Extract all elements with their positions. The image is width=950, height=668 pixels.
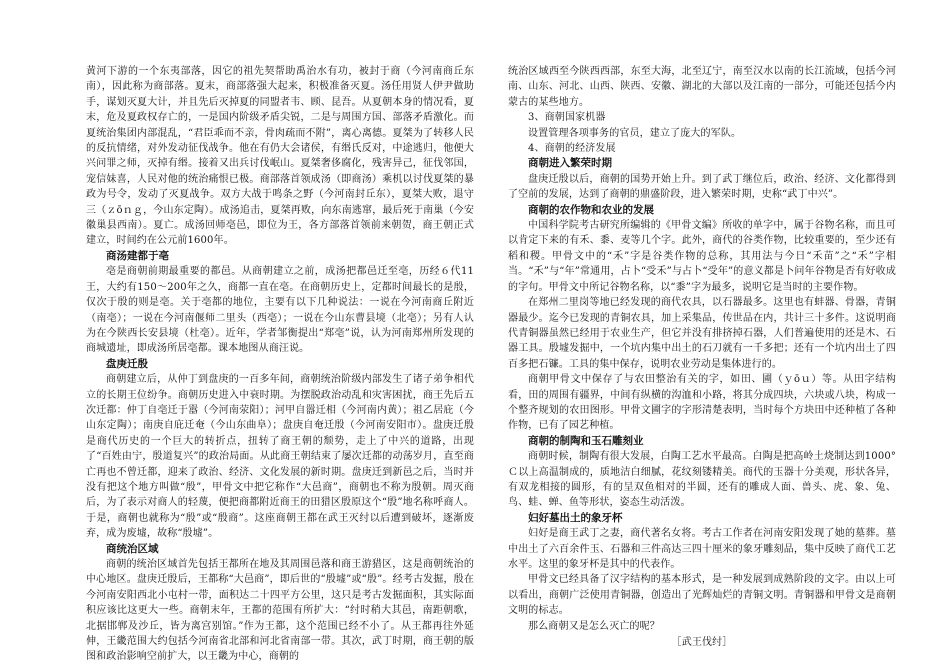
paragraph-shang-destroys-xia: 黄河下游的一个东夷部落，因它的祖先契帮助禹治水有功，被封于商（今河南商丘东南），因此称为商部落。夏末，商部落强大起来，积极准备灭夏。汤任用贤人伊尹做助手，谋划灭夏大计，并且先后灭掉夏的同盟者韦、顾、昆吾。从夏朝本身的情况看，夏末，危及夏政权存亡的，一是国内阶级矛盾尖锐，二是与周围方国、部落矛盾激化。而夏统治集团内部混乱，“君臣乖而不亲，骨肉疏而不附”，离心离德。夏桀为了转移人民的反抗情绪，对外发动征伐战争。他在有仍大会诸侯，有缗氏反对，中途逃归，他便大兴问罪之师，灭掉有缗。接着又出兵讨伐岷山。夏桀奢侈腐化，残害异己，征伐邻国，宠信妹喜，人民对他的统治痛恨已极。商部落首领成汤（即商汤）乘机以讨伐夏桀的暴政为号令，发动了灭夏战争。双方大战于鸣条之野（今河南封丘东），夏桀大败，退守三（ｚōｎｇ，今山东定陶）。成汤追击，夏桀再败，向东南逃窜，最后死于南巢（今安徽巢县西南）。夏亡。成汤回师亳邑，即位为王，各方部落首领前来朝贺，商王朝正式建立，时间约在公元前1600年。: [86, 66, 474, 247]
paragraph-agriculture-tools: 在郑州二里岗等地已经发现的商代农具，以石器最多。这里也有蚌器、骨器，青铜器最少。迄今已发现的青铜农具，加上采集品，传世品在内，共计三十多件。这说明商代青铜器虽然已经用于农业生产，但它并没有排挤掉石器，人们普遍使用的还是木、石器工具。殷墟发掘中，一个坑内集中出土的石刀就有一千多把；还有一个坑内出土了四百多把石镰。工具的集中保存，说明农业劳动是集体进行的。: [508, 297, 896, 370]
paragraph-territory-continued: 统治区域西至今陕西西部，东至大海，北至辽宁，南至汉水以南的长江流域，包括今河南、山东、河北、山西、陕西、安徽、湖北的大部以及江南的一部分，可能还包括今内蒙古的某些地方。: [508, 66, 896, 108]
caption-king-wu: ［武王伐纣］: [671, 637, 733, 649]
left-column: [86, 64, 474, 665]
item-economy: 4、商朝的经济发展: [528, 143, 616, 155]
heading-prosperity: 商朝进入繁荣时期: [528, 157, 612, 170]
paragraph-oracle-script: 甲骨文已经具备了汉字结构的基本形式，是一种发展到成熟阶段的文字。由以上可以看出，商朝广泛使用青铜器，创造出了光辉灿烂的青铜文明。青铜器和甲骨文是商朝文明的标志。: [508, 574, 896, 617]
item-state-machinery: 3、商朝国家机器: [528, 112, 606, 124]
paragraph-agriculture-crops: 中国科学院考古研究所编辑的《甲骨文编》所收的单字中，属于谷物名称，而且可以肯定下来的有禾、黍、麦等几个字。此外，商代的谷类作物，比较重要的，至少还有稻和稷。甲骨文中的“禾”字是谷类作物的总称，其用法与今日“禾苗”之“禾”字相当。“禾”与“年”常通用，占卜“受禾”与占卜“受年”的意义都是卜问年谷物是否有好收成的字句。甲骨文中所记谷物名称，以“黍”字为最多，说明它是当时的主要作物。: [508, 220, 896, 293]
paragraph-pottery-jade: 商朝时候，制陶有很大发展，白陶工艺水平最高。白陶是把高岭土烧制达到1000°Ｃ以上高温制成的，质地洁白细腻，花纹刻镂精美。商代的玉器十分美观，形状各异，有双龙相接的圆形，有的呈双鱼相对的半圆，还有的雕成人面、兽头、虎、象、兔、鸟、蛙、蝉、鱼等形状，姿态生动活泼。: [508, 451, 896, 509]
paragraph-ivory-cup: 妇好是商王武丁之妻，商代著名女将。考古工作者在河南安阳发现了她的墓葬。墓中出土了六百余件玉、石器和三件高达三四十厘米的象牙雕刻品，集中反映了商代工艺水平。这里的象牙杯是其中的代表作。: [508, 528, 896, 570]
heading-ivory-cup: 妇好墓出土的象牙杯: [528, 511, 623, 524]
right-column: [508, 64, 896, 650]
paragraph-pangeng-moves: 商朝建立后，从仲丁到盘庚的一百多年间，商朝统治阶级内部发生了诸子弟争相代立的长期王位纷争。商朝历史进入中衰时期。为摆脱政治动乱和灾害困扰，商王先后五次迁都：仲丁自亳迁于嚣（今河南荥阳）；河甲自嚣迁相（今河南内黄）；祖乙居庇（今山东定陶）；南庚自庇迁奄（今山东曲阜）；盘庚自奄迁殷（今河南安阳市）。盘庚迁殷是商代历史的一个巨大的转折点，扭转了商王朝的颓势，走上了中兴的道路，出现了“百姓由宁，殷道复兴”的政治局面。从此商王朝结束了屡次迁都的动荡岁月，直至商亡再也不曾迁都，迎来了政治、经济、文化发展的新时期。盘庚迁到新邑之后，当时并没有把这个地方叫做“殷”，甲骨文中把它称作“大邑商”，商朝也不称为殷朝。周灭商后，为了表示对商人的轻蔑，便把商都附近商王的田猎区殷原这个“殷”地名称呼商人。于是，商朝也就称为“殷”或“殷商”。这座商朝王都在武王灭纣以后遭到破坏，逐渐废弃，成为废墟，故称“殷墟”。: [86, 374, 474, 540]
heading-territory: 商统治区域: [106, 542, 159, 555]
heading-pottery-jade: 商朝的制陶和玉石雕刻业: [528, 434, 644, 447]
paragraph-territory: 商朝的统治区域首先包括王都所在地及其周围邑落和商王游猎区，这是商朝统治的中心地区。盘庚迁殷后，王都称“大邑商”，即后世的“殷墟”或“殷”。经考古发掘，殷在今河南安阳西北小屯村一带，面积达二十四平方公里，这只是考古发掘面积，其实际面积应该比这更大一些。商朝末年，王都的范围有所扩大：“纣时稍大其邑，南距朝歌，北据邯郸及沙丘，皆为离宫别馆。”作为王都，这个范围已经不小了。从王都再往外延伸，王畿范围大约包括今河南省北部和河北省南部一带。其次，武丁时期，商王朝的版图和政治影响空前扩大，以王畿为中心，商朝的: [86, 559, 474, 663]
heading-agriculture: 商朝的农作物和农业的发展: [528, 203, 654, 216]
heading-capital-bo: 商汤建都于亳: [106, 249, 169, 262]
paragraph-prosperity: 盘庚迁殷以后，商朝的国势开始上升。到了武丁继位后，政治、经济、文化都得到了空前的发展，达到了商朝的鼎盛阶段，进入繁荣时期，史称“武丁中兴”。: [508, 173, 896, 201]
paragraph-state-machinery: 设置管理各项事务的官员，建立了庞大的军队。: [528, 127, 742, 139]
paragraph-agriculture-fields: 商朝甲骨文中保存了与农田整治有关的字，如田、圃（ｙōｕ）等。从田字结构看，田的周围有疆界，中间有纵横的沟洫和小路，将其分成四块，六块或八块，构成一个整齐规划的农田图形。甲骨文圃字的字形清楚表明，当时每个方块田中还种植了各种作物，已有了园艺种植。: [508, 374, 896, 432]
paragraph-capital-bo: 亳是商朝前期最重要的都邑。从商朝建立之前，成汤把都邑迁至亳，历经６代11王，大约有150～200年之久，商都一直在亳。在商朝历史上，定都时间最长的是殷，仅次于殷的则是亳。关于亳都的地位，主要有以下几种说法：一说在今河南商丘附近（南亳）；一说在今河南偃师二里头（西亳）；一说在今山东曹县境（北亳）；另有人认为在今陕西长安县境（杜亳）。近年，学者邹衡提出“郑亳”说，认为河南郑州所发现的商城遗址，即成汤所居亳都。课本地图从商汪说。: [86, 266, 474, 355]
paragraph-question: 那么商朝又是怎么灭亡的呢？: [528, 620, 660, 632]
heading-pangeng-moves: 盘庚迁殷: [106, 357, 148, 370]
